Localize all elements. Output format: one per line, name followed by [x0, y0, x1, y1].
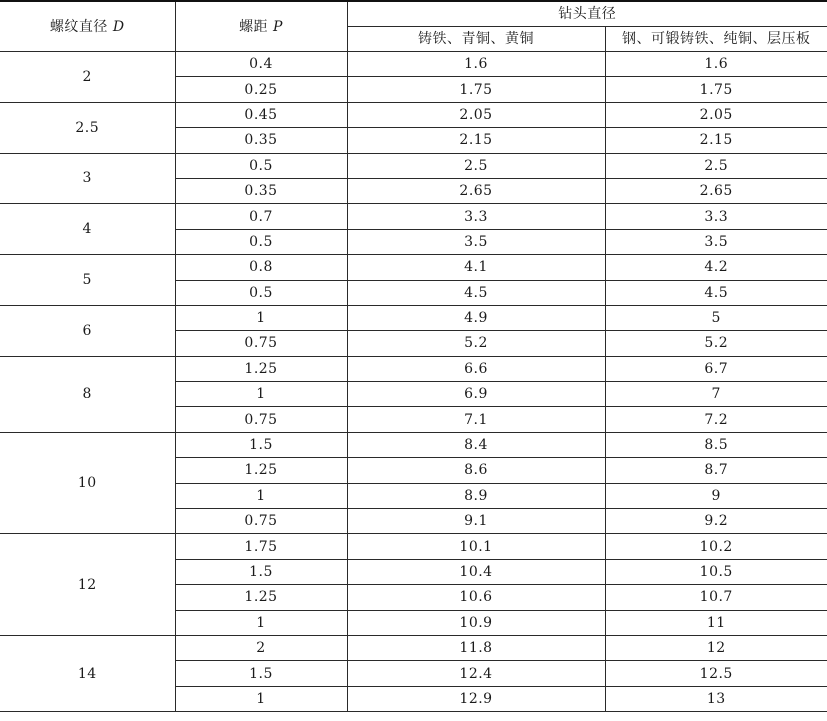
drill-material-b-cell: 7.2 [605, 407, 827, 432]
drill-material-b-cell: 1.75 [605, 77, 827, 102]
drill-material-b-cell: 2.5 [605, 153, 827, 178]
pitch-cell: 0.7 [175, 204, 347, 229]
drill-material-b-cell: 12 [605, 635, 827, 660]
pitch-cell: 1.75 [175, 534, 347, 559]
drill-material-b-cell: 5.2 [605, 331, 827, 356]
drill-material-a-cell: 1.75 [347, 77, 605, 102]
drill-material-a-cell: 12.4 [347, 661, 605, 686]
pitch-cell: 1 [175, 382, 347, 407]
pitch-cell: 1.25 [175, 458, 347, 483]
thread-diameter-cell: 8 [0, 356, 175, 432]
pitch-cell: 0.25 [175, 77, 347, 102]
thread-diameter-cell: 10 [0, 432, 175, 534]
pitch-cell: 1.5 [175, 661, 347, 686]
drill-material-b-cell: 9.2 [605, 509, 827, 534]
thread-diameter-cell: 2.5 [0, 102, 175, 153]
pitch-cell: 1.25 [175, 356, 347, 381]
drill-material-b-cell: 3.5 [605, 229, 827, 254]
drill-material-b-cell: 2.65 [605, 178, 827, 203]
drill-material-b-cell: 11 [605, 610, 827, 635]
drill-material-a-cell: 6.6 [347, 356, 605, 381]
drill-material-a-cell: 4.1 [347, 255, 605, 280]
drill-material-b-cell: 2.05 [605, 102, 827, 127]
pitch-cell: 0.75 [175, 509, 347, 534]
drill-material-b-cell: 5 [605, 305, 827, 330]
drill-material-b-cell: 1.6 [605, 52, 827, 77]
pitch-cell: 0.75 [175, 331, 347, 356]
drill-material-a-cell: 10.6 [347, 585, 605, 610]
thread-diameter-cell: 3 [0, 153, 175, 204]
drill-material-a-cell: 3.5 [347, 229, 605, 254]
pitch-cell: 0.35 [175, 128, 347, 153]
table-row [0, 255, 827, 280]
header-thread-diameter [0, 1, 175, 52]
drill-material-a-cell: 2.65 [347, 178, 605, 203]
table-row [0, 356, 827, 381]
table-row [0, 102, 827, 127]
table-row [0, 204, 827, 229]
header-pitch [175, 1, 347, 52]
header-material-b: 钢、可锻铸铁、纯铜、层压板 [605, 27, 827, 52]
pitch-cell: 1 [175, 305, 347, 330]
drill-material-a-cell: 8.6 [347, 458, 605, 483]
drill-material-b-cell: 12.5 [605, 661, 827, 686]
pitch-cell: 0.45 [175, 102, 347, 127]
drill-material-b-cell: 4.5 [605, 280, 827, 305]
thread-diameter-cell: 12 [0, 534, 175, 636]
table-row [0, 635, 827, 660]
drill-material-a-cell: 3.3 [347, 204, 605, 229]
drill-material-b-cell: 6.7 [605, 356, 827, 381]
drill-material-b-cell: 4.2 [605, 255, 827, 280]
pitch-cell: 0.4 [175, 52, 347, 77]
pitch-cell: 0.5 [175, 229, 347, 254]
table-row [0, 153, 827, 178]
pitch-cell: 1 [175, 610, 347, 635]
drill-material-a-cell: 10.1 [347, 534, 605, 559]
table-row [0, 534, 827, 559]
table-row [0, 52, 827, 77]
table-header [0, 1, 827, 52]
pitch-cell: 0.8 [175, 255, 347, 280]
drill-material-a-cell: 4.5 [347, 280, 605, 305]
drill-material-a-cell: 9.1 [347, 509, 605, 534]
drill-material-b-cell: 8.5 [605, 432, 827, 457]
drill-material-b-cell: 9 [605, 483, 827, 508]
table-row [0, 305, 827, 330]
header-pitch-label: 螺距 [239, 18, 269, 35]
thread-diameter-cell: 2 [0, 52, 175, 103]
drill-material-a-cell: 10.9 [347, 610, 605, 635]
pitch-cell: 0.5 [175, 153, 347, 178]
drill-material-b-cell: 2.15 [605, 128, 827, 153]
drill-material-a-cell: 8.9 [347, 483, 605, 508]
drill-material-b-cell: 10.2 [605, 534, 827, 559]
drill-material-b-cell: 3.3 [605, 204, 827, 229]
pitch-cell: 0.75 [175, 407, 347, 432]
pitch-cell: 1 [175, 483, 347, 508]
drill-material-b-cell: 10.7 [605, 585, 827, 610]
pitch-cell: 2 [175, 635, 347, 660]
drill-material-b-cell: 10.5 [605, 559, 827, 584]
drill-material-a-cell: 11.8 [347, 635, 605, 660]
header-thread-diameter-label: 螺纹直径 [49, 18, 108, 35]
drill-material-b-cell: 7 [605, 382, 827, 407]
header-thread-diameter-var: D [112, 18, 125, 35]
pitch-cell: 1 [175, 686, 347, 711]
drill-material-a-cell: 8.4 [347, 432, 605, 457]
drill-material-b-cell: 8.7 [605, 458, 827, 483]
header-material-a: 铸铁、青铜、黄铜 [347, 27, 605, 52]
pitch-cell: 0.5 [175, 280, 347, 305]
thread-diameter-cell: 14 [0, 635, 175, 711]
drill-material-a-cell: 5.2 [347, 331, 605, 356]
pitch-cell: 1.5 [175, 559, 347, 584]
drill-material-a-cell: 1.6 [347, 52, 605, 77]
drill-material-b-cell: 13 [605, 686, 827, 711]
drill-material-a-cell: 2.5 [347, 153, 605, 178]
thread-diameter-cell: 6 [0, 305, 175, 356]
thread-diameter-cell: 5 [0, 255, 175, 306]
header-pitch-var: P [273, 18, 283, 35]
pitch-cell: 1.5 [175, 432, 347, 457]
drill-material-a-cell: 2.15 [347, 128, 605, 153]
table-row [0, 432, 827, 457]
pitch-cell: 0.35 [175, 178, 347, 203]
thread-diameter-cell: 4 [0, 204, 175, 255]
drill-material-a-cell: 4.9 [347, 305, 605, 330]
drill-material-a-cell: 12.9 [347, 686, 605, 711]
drill-material-a-cell: 6.9 [347, 382, 605, 407]
header-drill-diameter: 钻头直径 [347, 1, 827, 27]
drill-material-a-cell: 2.05 [347, 102, 605, 127]
pitch-cell: 1.25 [175, 585, 347, 610]
table-body [0, 52, 827, 712]
drill-material-a-cell: 10.4 [347, 559, 605, 584]
drill-material-a-cell: 7.1 [347, 407, 605, 432]
